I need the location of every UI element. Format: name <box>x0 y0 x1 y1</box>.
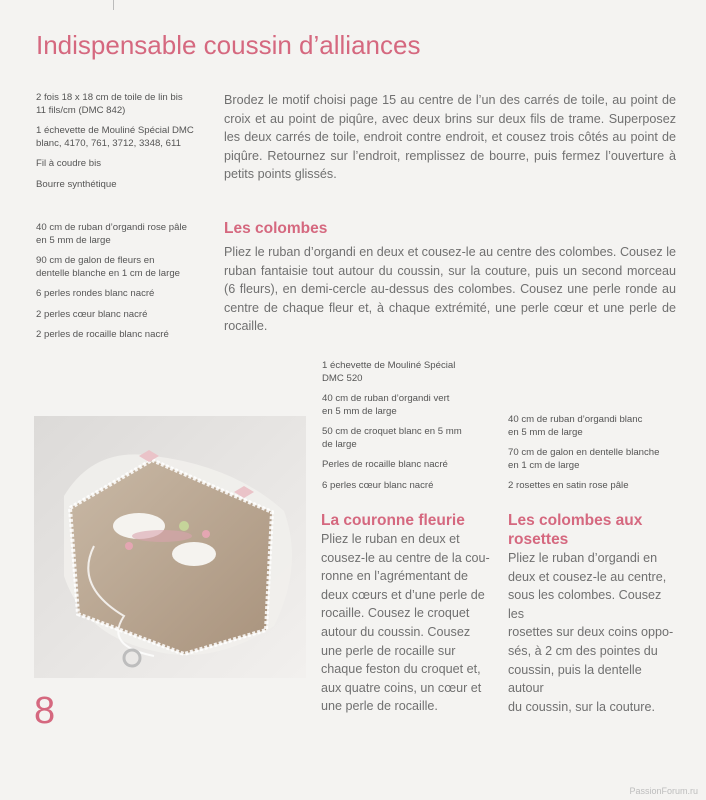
material-item: 2 perles de rocaille blanc nacré <box>36 329 169 340</box>
material-item: 6 perles cœur blanc nacré <box>322 479 434 491</box>
materials-list-rosettes <box>508 414 688 501</box>
section-heading-couronne: La couronne fleurie <box>321 512 465 529</box>
rosettes-paragraph: Pliez le ruban d’organdi en deux et cousez-le au centre, sous les colombes. Cousez les rosettes sur deux coins oppo- sés, à 2 cm des pointes du coussin, puis la dentelle autour du coussin, sur la couture. <box>508 551 674 714</box>
material-item: 40 cm de ruban d’organdi blanc en 5 mm de large <box>508 414 643 438</box>
material-item: 90 cm de galon de fleurs en dentelle blanche en 1 cm de large <box>36 255 181 279</box>
intro-paragraph: Brodez le motif choisi page 15 au centre de l’un des carrés de toile, au point de croix et au point de piqûre, avec deux brins sur deux fils de trame. Superposez les deux carrés de toile, endroit contre endroit, et cousez trois côtés au point de piqûre. Retournez sur l’endroit, remplissez de bourre, puis fermez l’ouverture à petits points glissés. <box>224 93 676 182</box>
page-title: Indispensable coussin d’alliances <box>36 30 421 60</box>
section-heading-colombes: Les colombes <box>224 220 328 237</box>
section-heading-rosettes: Les colombes aux rosettes <box>508 512 643 548</box>
material-item: 2 rosettes en satin rose pâle <box>508 480 629 491</box>
material-item: 40 cm de ruban d’organdi rose pâle en 5 mm de large <box>36 222 187 246</box>
material-item: 2 perles cœur blanc nacré <box>36 308 148 320</box>
material-item: Fil à coudre bis <box>36 158 102 169</box>
material-item: 6 perles rondes blanc nacré <box>36 288 155 299</box>
watermark: PassionForum.ru <box>629 786 698 796</box>
page-number: 8 <box>34 690 56 732</box>
material-item: 40 cm de ruban d’organdi vert en 5 mm de large <box>322 393 450 417</box>
crop-mark <box>113 0 114 10</box>
material-item: 2 fois 18 x 18 cm de toile de lin bis 11 fils/cm (DMC 842) <box>36 92 183 116</box>
materials-list-colombes <box>36 222 226 350</box>
material-item: Perles de rocaille blanc nacré <box>322 459 448 470</box>
material-item: 70 cm de galon en dentelle blanche en 1 cm de large <box>508 447 660 471</box>
couronne-paragraph: Pliez le ruban en deux et cousez-le au centre de la cou- ronne en l’agrémentant de deux cœurs et d’une perle de rocaille. Cousez le croquet autour du coussin. Cousez une perle de rocaille sur chaque feston du croquet et, aux quatre coins, un cœur et une perle de rocaille. <box>321 532 490 714</box>
material-item: 1 échevette de Mouliné Spécial DMC blanc, 4170, 761, 3712, 3348, 611 <box>36 125 194 149</box>
materials-list-main <box>36 92 226 199</box>
material-item: 50 cm de croquet blanc en 5 mm de large <box>322 426 462 450</box>
cushion-photo <box>34 416 306 678</box>
material-item: Bourre synthétique <box>36 178 117 190</box>
materials-list-couronne <box>322 360 502 500</box>
colombes-paragraph: Pliez le ruban d’organdi en deux et cousez-le au centre des colombes. Cousez le ruban fantaisie tout autour du coussin, sur la couture, puis un second morceau (6 fleurs), en demi-cercle au-dessus des colombes. Cousez une perle ronde au centre de chaque fleur et, à chaque extrémité, une perle cœur et une perle de rocaille. <box>224 245 676 334</box>
material-item: 1 échevette de Mouliné Spécial DMC 520 <box>322 360 456 384</box>
